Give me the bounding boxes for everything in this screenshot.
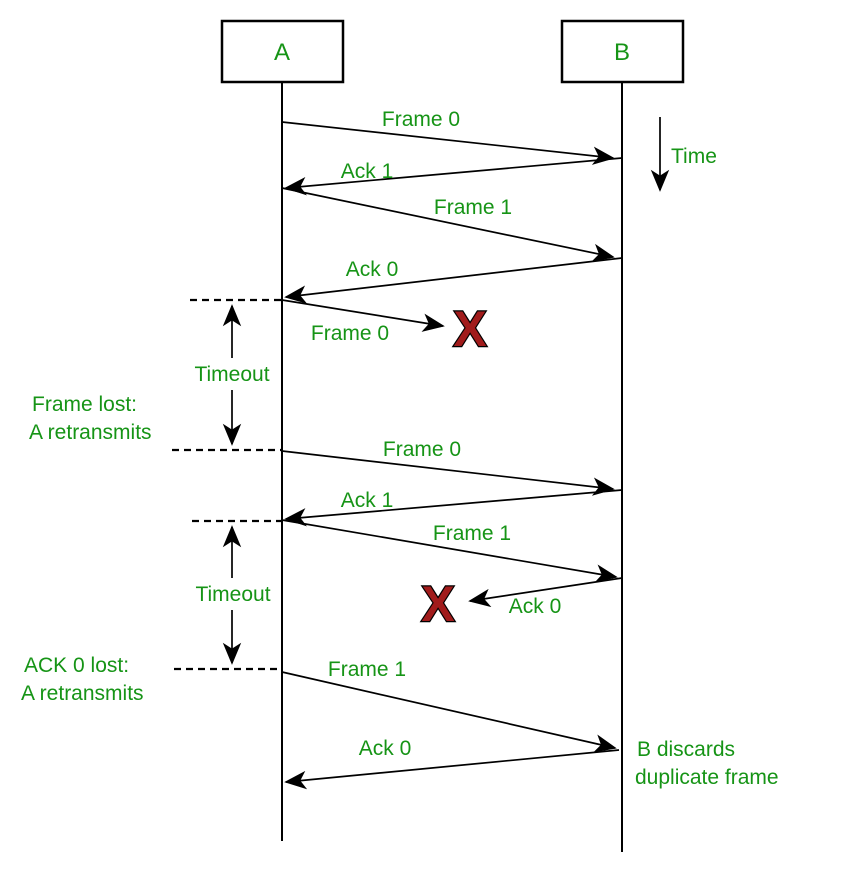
message-arrow-ack0-3 xyxy=(286,750,619,782)
message-arrow-frame1-3 xyxy=(282,672,615,748)
message-label: Ack 0 xyxy=(508,595,562,618)
annotation-frame-lost-line1: Frame lost: xyxy=(32,393,138,416)
message-label: Ack 1 xyxy=(340,160,394,183)
message-label: Ack 1 xyxy=(340,489,394,512)
message-label: Ack 0 xyxy=(345,258,399,281)
message-label: Frame 0 xyxy=(310,322,390,345)
annotation-discard-line1: B discards xyxy=(637,738,736,761)
loss-x-icon: X xyxy=(453,301,487,357)
annotation-frame-lost-line2: A retransmits xyxy=(29,421,152,444)
annotation-discard-line2: duplicate frame xyxy=(635,766,779,789)
message-label: Ack 0 xyxy=(358,737,412,760)
message-arrow-ack0-1 xyxy=(286,258,622,297)
endpoint-b-label: B xyxy=(613,39,631,66)
message-arrow-ack1-2 xyxy=(286,490,622,519)
message-label: Frame 1 xyxy=(432,522,512,545)
endpoint-a-label: A xyxy=(273,39,291,66)
timeout-label: Timeout xyxy=(194,363,270,386)
message-arrow-ack1-1 xyxy=(286,158,622,188)
annotation-ack-lost-line1: ACK 0 lost: xyxy=(24,654,130,677)
message-label: Frame 1 xyxy=(433,196,513,219)
annotation-ack-lost-line2: A retransmits xyxy=(21,682,144,705)
timeout-label: Timeout xyxy=(195,583,271,606)
time-label: Time xyxy=(671,145,717,168)
message-label: Frame 1 xyxy=(327,658,407,681)
message-label: Frame 0 xyxy=(382,438,462,461)
message-label: Frame 0 xyxy=(381,108,461,131)
loss-x-icon: X xyxy=(421,576,455,632)
